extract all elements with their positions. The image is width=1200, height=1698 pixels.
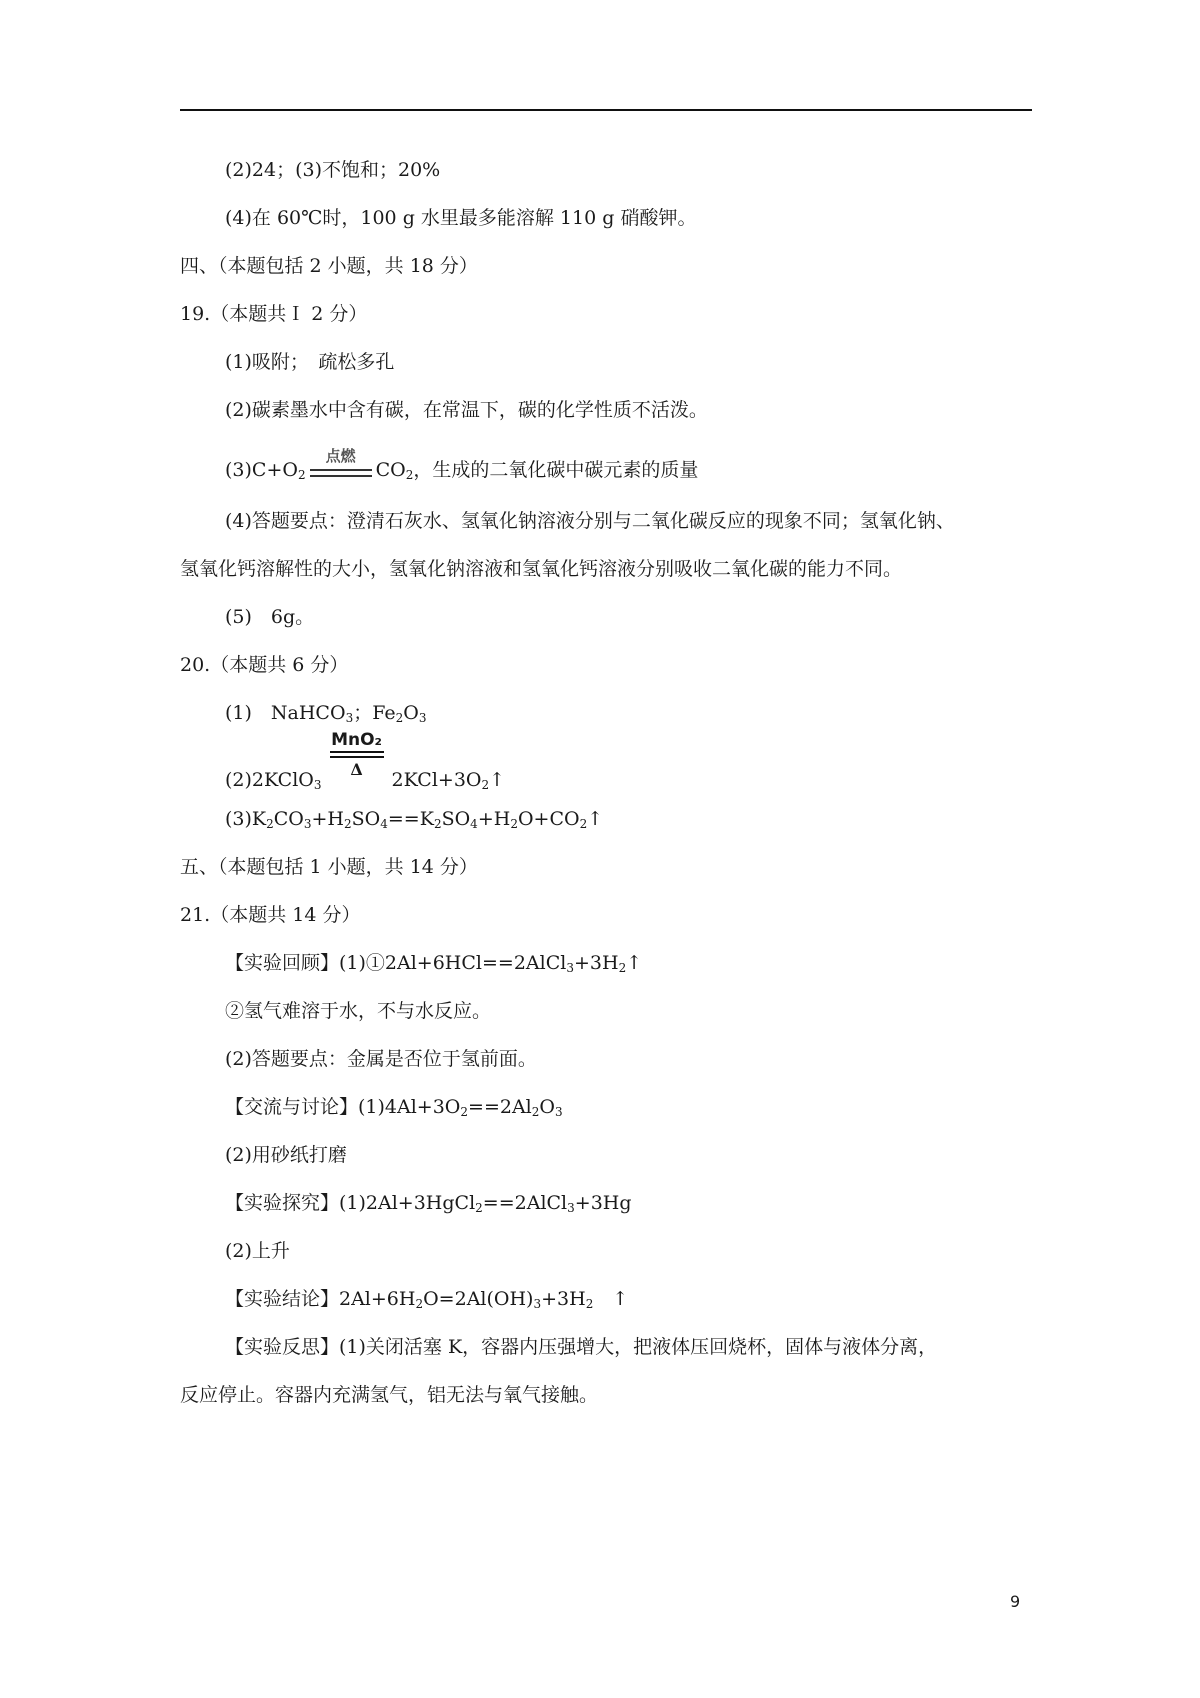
equation-text: (1) NaHCO — [225, 702, 346, 724]
answer-line-q20-2 — [225, 730, 506, 798]
section-heading-5: 五、（本题包括 1 小题，共 14 分） — [180, 856, 478, 878]
subscript: 3 — [418, 711, 427, 725]
double-bar — [310, 469, 372, 477]
answer-line-q21-review-1: 【实验回顾】$(1)①2Al+6HCl==2AlCl_3+3H_2↑$ — [225, 952, 643, 975]
answer-line-q21-explore-2: (2)上升 — [225, 1240, 290, 1262]
subscript: 2 — [395, 711, 404, 725]
subscript: 2 — [297, 468, 306, 482]
heat-label: Δ — [350, 760, 363, 779]
subscript: 3 — [345, 711, 354, 725]
equation-text: 2KCl+3O — [391, 769, 482, 791]
reaction-condition — [306, 447, 376, 483]
answer-text: ，生成的二氧化碳中碳元素的质量 — [413, 459, 699, 481]
equation-text: (3)C+O — [225, 459, 298, 481]
answer-line-q19-2: (2)碳素墨水中含有碳，在常温下，碳的化学性质不活泼。 — [225, 399, 708, 421]
equation-text: (2)2KClO — [225, 769, 314, 791]
answer-line-q19-1: (1)吸附； 疏松多孔 — [225, 351, 395, 373]
page-number: 9 — [1010, 1592, 1021, 1611]
gas-arrow: ↑ — [489, 769, 506, 791]
answer-line-q18-4: (4)在 60℃时，100 g 水里最多能溶解 110 g 硝酸钾。 — [225, 207, 697, 229]
equation-text: CO — [375, 459, 406, 481]
question-heading-19: 19.（本题共Ｉ 2 分） — [180, 303, 368, 325]
answer-line-q18-2-3: (2)24；(3)不饱和；20% — [225, 159, 441, 181]
subscript: 3 — [313, 778, 322, 792]
answer-line-q21-review-3: (2)答题要点：金属是否位于氢前面。 — [225, 1048, 537, 1070]
answer-line-q21-discussion-1: 【交流与讨论】$(1)4Al+3O_2==2Al_2O_3$ — [225, 1096, 563, 1119]
answer-line-q19-4a: (4)答题要点：澄清石灰水、氢氧化钠溶液分别与二氧化碳反应的现象不同；氢氧化钠、 — [225, 510, 955, 532]
answer-line-q21-reflection-2: 反应停止。容器内充满氢气，铝无法与氧气接触。 — [180, 1384, 599, 1406]
question-heading-21: 21.（本题共 14 分） — [180, 904, 361, 926]
header-rule — [180, 109, 1032, 111]
answer-line-q19-5: (5) 6g。 — [225, 606, 315, 628]
answer-line-q21-review-2: ②氢气难溶于水，不与水反应。 — [225, 1000, 492, 1022]
question-heading-20: 20.（本题共 6 分） — [180, 654, 349, 676]
condition-label: 点燃 — [325, 447, 356, 465]
answer-line-q19-4b: 氢氧化钙溶解性的大小，氢氧化钠溶液和氢氧化钙溶液分别吸收二氧化碳的能力不同。 — [180, 558, 903, 580]
subscript: 2 — [405, 468, 414, 482]
answer-line-q20-3: $(3)K_2CO_3+H_2SO_4==K_2SO_4+H_2O+CO_2↑$ — [225, 808, 604, 831]
reaction-condition — [322, 730, 392, 793]
equation-text: ；Fe — [353, 702, 396, 724]
answer-line-q21-reflection-1: 【实验反思】(1)关闭活塞 K，容器内压强增大，把液体压回烧杯，固体与液体分离， — [225, 1336, 938, 1358]
subscript: 2 — [481, 778, 490, 792]
answer-line-q21-explore-1: 【实验探究】(1)2Al+3HgCl$_2$==2AlCl$_3$+3Hg — [225, 1192, 632, 1215]
catalyst-label: MnO₂ — [331, 730, 382, 750]
answer-line-q21-conclusion: 【实验结论】$2Al+6H_2O=2Al(OH)_3+3H_2$ ↑ — [225, 1288, 629, 1311]
answer-line-q19-3 — [225, 447, 699, 488]
equation-text: O — [403, 702, 419, 724]
answer-line-q21-discussion-2: (2)用砂纸打磨 — [225, 1144, 347, 1166]
section-heading-4: 四、（本题包括 2 小题，共 18 分） — [180, 255, 478, 277]
